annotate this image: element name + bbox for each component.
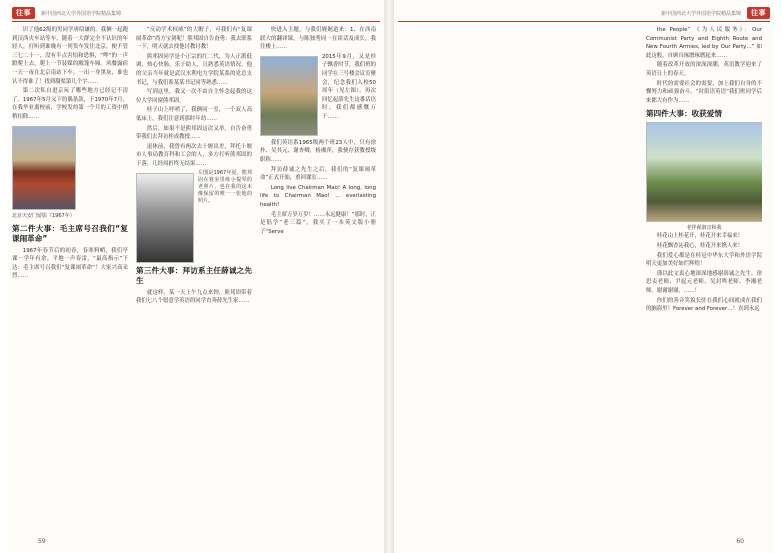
paragraph: 拜访薛诚之先生之后，我们的“复课闹革命”正式开始，重回课室…… (260, 166, 376, 182)
paragraph: “反动学术权威”的大帽子，可我们有“复课闹革命”尚方宝剑呢！熊邦固自告奋勇：我去联系一下，明天就去找他讨教讨教！ (136, 27, 252, 51)
header-rule (398, 21, 770, 22)
paragraph: 毛主席万岁万岁！……永远健康！”那时，正是倡学“老三篇”，我买了一本英文版小册子“Serve (260, 211, 376, 235)
section-title: 第四件大事：收获爱情 (646, 109, 722, 119)
photo-caption: 老伴翟淑宜和我 (686, 225, 722, 232)
paragraph: 然后，如果不是熊邦固这次又举，自告奋勇带我们去拜访桂成教授…… (136, 125, 252, 141)
left-page (8, 0, 384, 553)
page-number: 59 (38, 538, 46, 545)
english-quote: Long live Chairman Mao! A long, long life to Chairman Mao! ... everlasting health! (260, 184, 376, 208)
paragraph: 你们的善音笑貌长驻在我们心间就成在我们的脑海里！Forever and Forever…！直到永远 (646, 297, 762, 313)
paragraph: 我们爱心都是在桂冠中华东大学和外语学院明天更加美好如烂辉煌！ (646, 252, 762, 268)
paragraph: 谨以此文衷心地深深地感谢薛诚之先生、徐思贞老师、尹起元老师、吴封鸣老师、李湘老师。谢谢谢谢，……！ (646, 270, 762, 294)
photo-caption: 左图是1967年夏，熊邦固在寝室里练小提琴的老照片，也在我的这本像保留的唯一一张他的照片。 (198, 169, 252, 204)
paragraph: 熊邦固同学是个正宗的红二代，为人正派低调，热心快肠，乐于助人，且熟悉英语情况。他的父亲当年就是武汉水利电力学院某系的党总支书记，与我们系某某书记同等熟悉…… (136, 53, 252, 86)
violin-photo (136, 173, 194, 263)
couple-photo (646, 122, 762, 222)
paragraph: 第二次私自进京玩了哪些地方已经记不清了。1967年5月又下的偶条款，于1970年7月，在我毕业离校前，学校发的第一个月的工资中稍稍扣除…… (12, 88, 128, 120)
paragraph: 我们英语系1965级两个班23人中，只有徐朴、吴其元、谢杏卿，杨湘萍，我便存获教授级职称…… (260, 139, 376, 163)
section-title: 第三件大事：拜访系主任薛诚之先生 (136, 265, 252, 285)
page-number: 60 (736, 538, 744, 545)
paragraph: 桂子山上呼哨了，我俩同一室，一个双人高低床上，我们注意到那时年幼…… (136, 107, 252, 122)
paragraph: 识了他62级的男同学唐绍谦的。我俩一起跑到汉西火车站等车，随着一大群完全不认识的年轻人，打听到谁晚有一列货车发往北京，便不管三七二十一，没有半点害怕和恐惧，“哗”的一声蹬爬上去，爬上一节装煤的敞篷车厢。风餐露宿一天一夜在北京南站下车。一出一身黑灰，谁也认不得谁了！找到凝渠第几个字…… (12, 27, 128, 85)
left-column-2 (136, 26, 252, 536)
paragraph: 1967年春节后的初春，春寒料峭，我们亭课一学年有余。平地一声春雷，“最高指示”下达：毛主席号召我们“复课闹革命”！大家兴高采烈…… (12, 247, 128, 280)
paragraph: 退休前，我曾有两次去十堰出差，拜托十堰市人事局教育科和工会的人，多方打听熊邦固的下落，几经周折终无结果…… (136, 143, 252, 167)
header-logo: 往事 (747, 7, 770, 19)
header-logo: 往事 (12, 7, 35, 19)
paragraph: 2015年9月，又是桂子飘香时节，我们班的同学在三号楼会议室聚会，纪念我们入校50周年（见左图）。再次回忆起薛先生这番话语时，我们都感慨万千…… (322, 53, 376, 120)
campus-gate-photo (260, 56, 318, 136)
tiananmen-photo (12, 126, 76, 210)
book-gutter (384, 0, 394, 553)
paragraph: 就这样，某一天上午九点来钟，熊邦固带着我们七八个愿意学英语的同学直奔薛先生家…… (136, 289, 252, 305)
paragraph: the People” 《为人民服务》：Our Communist Party and Eighth Route and New Fourth Armies, led by Our Party…” 如此这般，自顾自琢磨琢磨起来…… (646, 27, 762, 59)
header-title: 新中国西北大学外国语学院精品集锦 (41, 10, 122, 17)
paragraph: 随着改革开放的深深深潮，英语教学迎来了英语日上的春天。 (646, 62, 762, 77)
page-header (12, 6, 380, 20)
paragraph: 桂花山上桂花开，桂花开来幸福来！ (656, 233, 744, 240)
paragraph: 写到这里，我又一次不由自主怀念起我的这位大学同窗熊邦固。 (136, 89, 252, 104)
left-column-3 (260, 26, 376, 536)
paragraph: 时代的需要社会的需要，加上我们自身的不懈努力和顽强奋斗，“封街语英语”我们班同学后来都大有作为…… (646, 80, 762, 104)
paragraph: 快进入主题，与我们娓娓道来：1、在西南联大的翻译课，与陈独秀同一在谈话及成长，我往楼上…… (260, 27, 376, 51)
page-header (398, 6, 770, 20)
paragraph: 桂花飘香沁我心，桂花开来携人来！ (656, 242, 744, 249)
header-title: 新中国西北大学外国语学院精品集锦 (660, 10, 741, 17)
section-title: 第二件大事：毛主席号召我们“复课闹革命” (12, 223, 128, 243)
right-page (394, 0, 774, 553)
left-column-1 (12, 26, 128, 536)
right-column-1 (646, 26, 762, 536)
photo-caption: 北京天安门留影（1967年） (12, 212, 75, 219)
header-rule (12, 21, 380, 22)
